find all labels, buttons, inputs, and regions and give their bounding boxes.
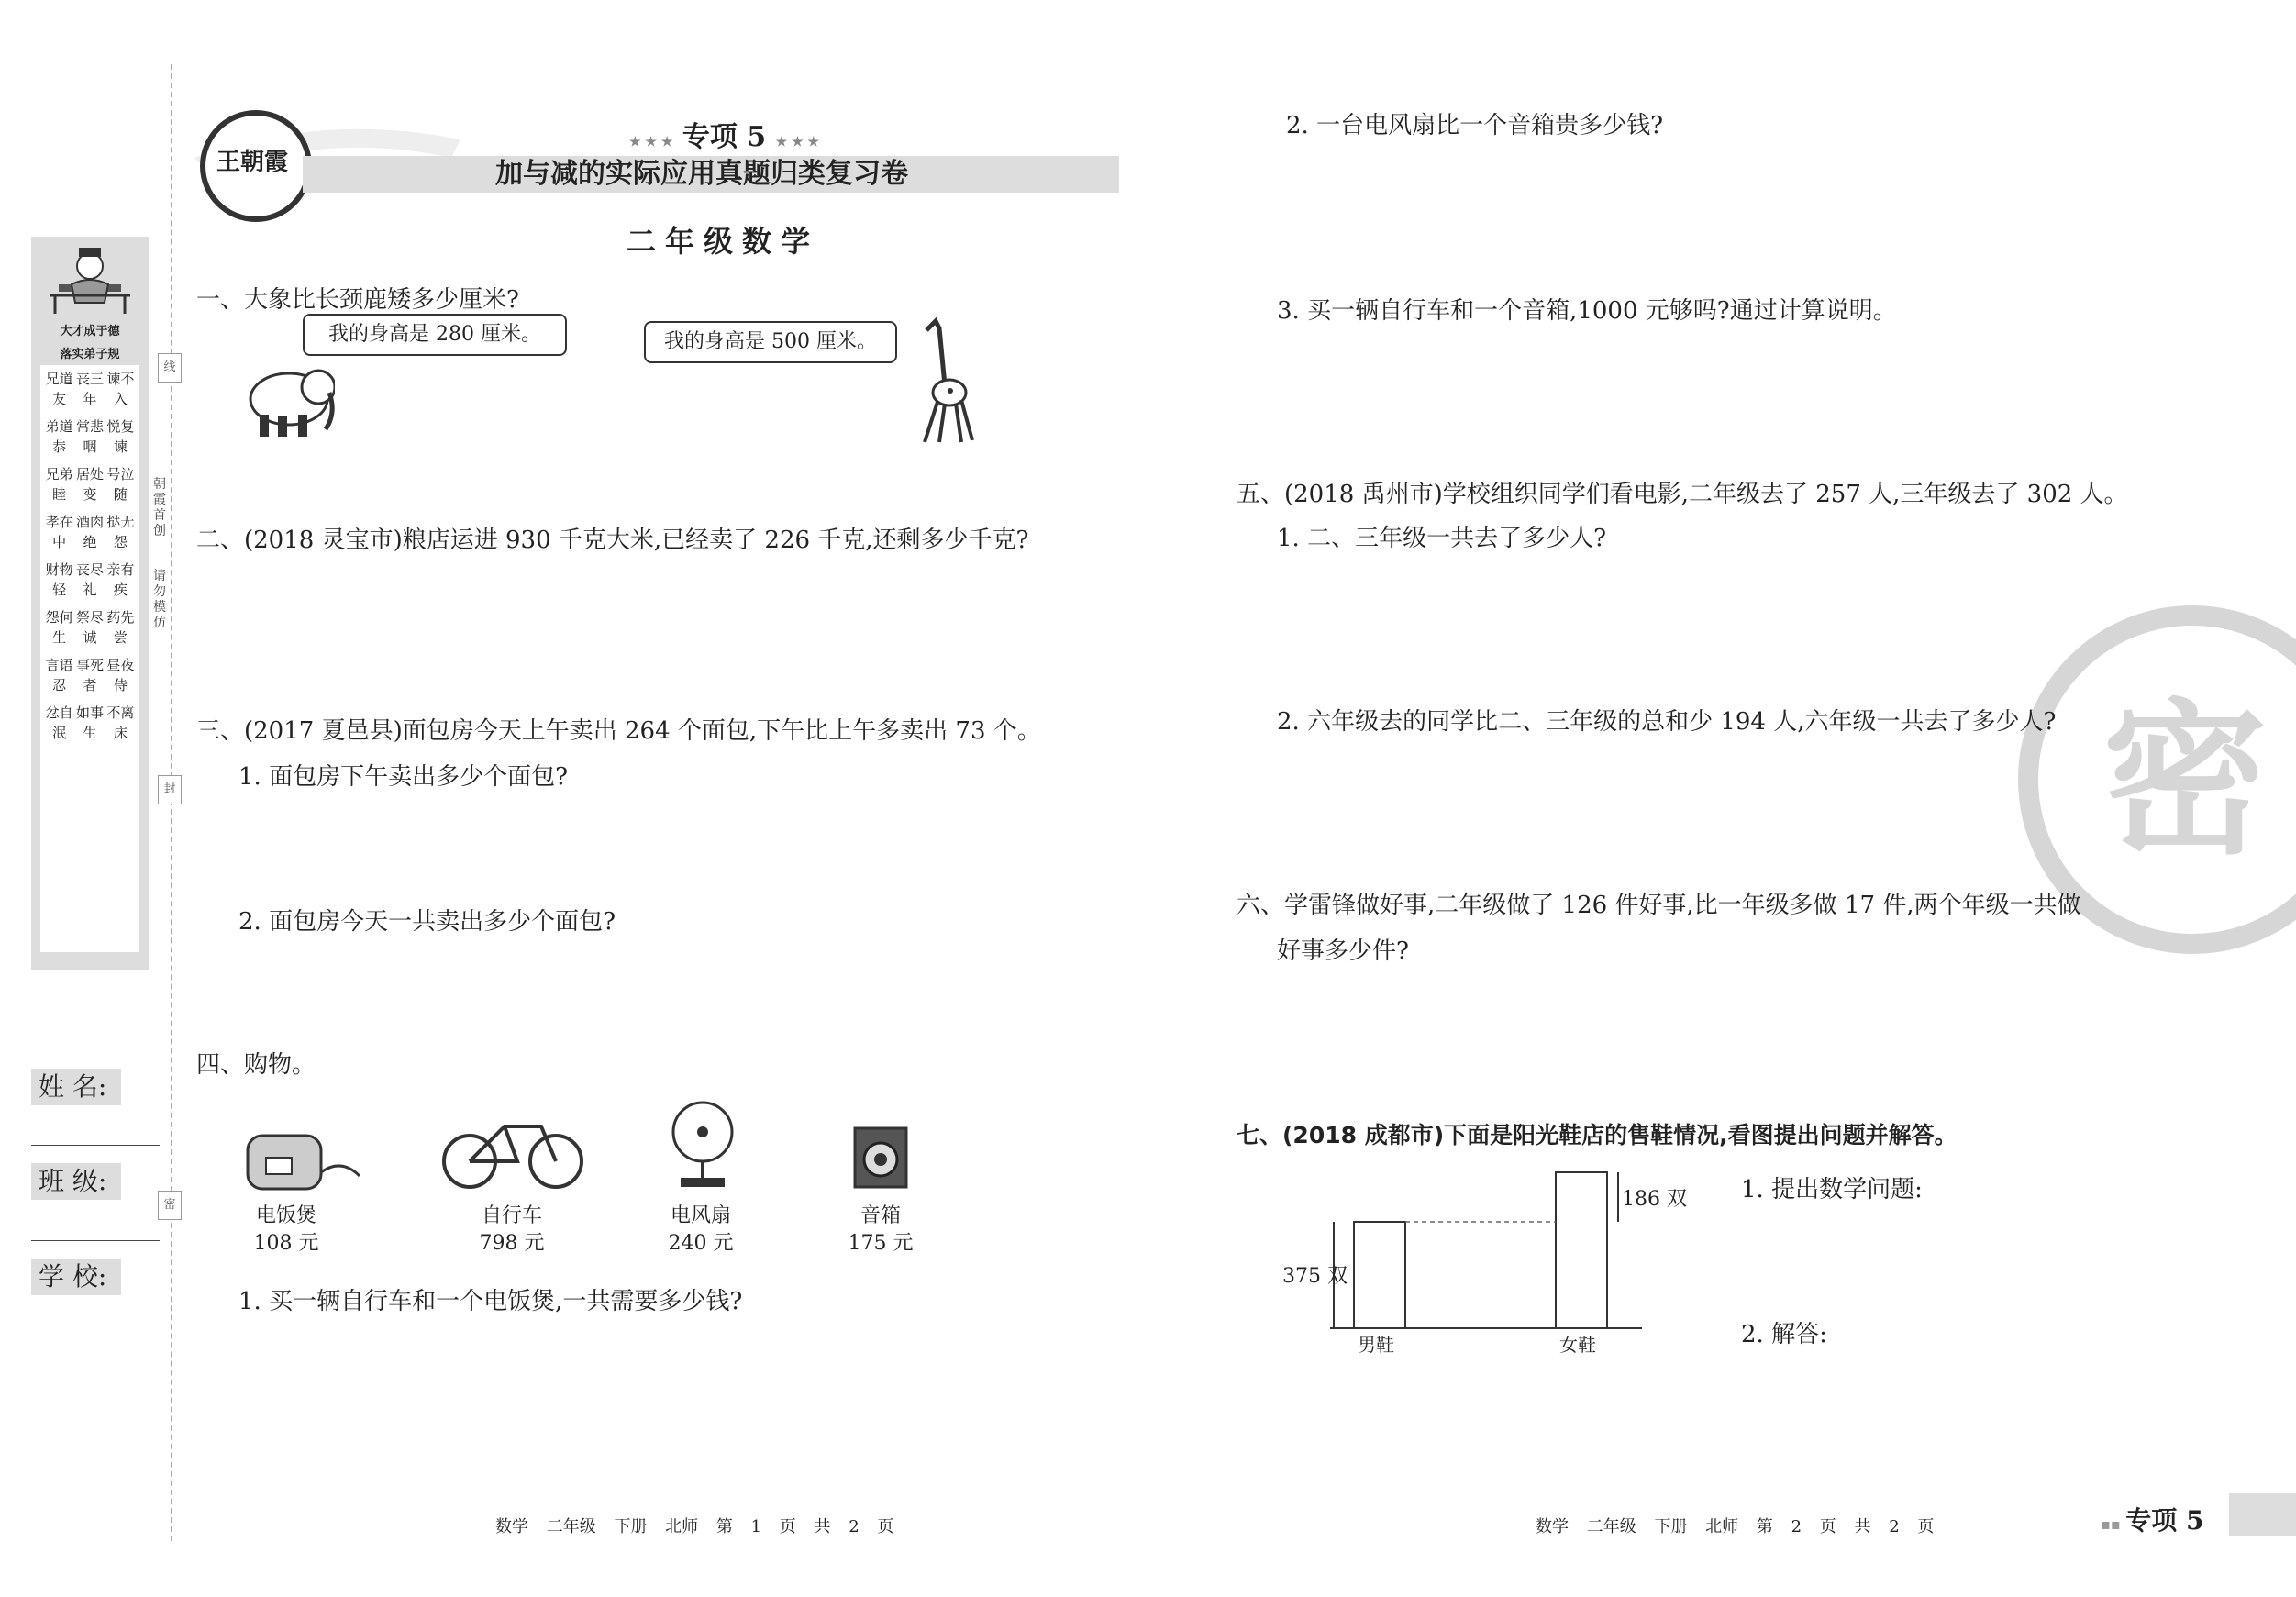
label-186: 186 双 <box>1622 1188 1687 1211</box>
question-3: 三、(2017 夏邑县)面包房今天上午卖出 264 个面包,下午比上午多卖出 73 个。 <box>196 717 1041 745</box>
name-label: 姓 名: <box>31 1069 121 1105</box>
dizigui-line: 弟道恭 <box>45 418 73 455</box>
label-375: 375 双 <box>1282 1265 1348 1288</box>
star-icon: ★ ★ ★ <box>775 135 820 150</box>
giraffe-icon <box>908 312 982 449</box>
question-5-1: 1. 二、三年级一共去了多少人? <box>1277 525 1607 552</box>
dizigui-text <box>40 365 139 952</box>
dizigui-line: 挞无怨 <box>106 514 135 550</box>
side-note-2: 请勿模仿 <box>153 569 166 630</box>
dizigui-line: 亲有疾 <box>106 561 135 598</box>
rice-cooker-icon <box>240 1121 369 1194</box>
dizigui-line: 忿自泯 <box>45 704 73 741</box>
dizigui-line: 丧尽礼 <box>75 561 104 598</box>
dizigui-line: 不离床 <box>106 704 135 741</box>
dizigui-line: 常悲咽 <box>75 418 104 455</box>
dizigui-line: 如事生 <box>75 704 104 741</box>
bicycle-icon <box>440 1108 587 1191</box>
fold-mark-3: 密 <box>158 1191 182 1220</box>
dizigui-line: 言语忍 <box>45 657 73 693</box>
footer-left: 数学 二年级 下册 北师 第 1 页 共 2 页 <box>495 1517 894 1536</box>
fold-mark-2: 封 <box>158 775 182 804</box>
goods-name: 自行车 <box>481 1204 542 1227</box>
class-line[interactable] <box>31 1240 160 1241</box>
dizigui-line: 兄弟睦 <box>45 466 73 503</box>
class-label: 班 级: <box>31 1163 121 1200</box>
goods-price: 240 元 <box>668 1232 734 1255</box>
dizigui-line: 祭尽诚 <box>75 609 104 646</box>
speech-bubble-giraffe: 我的身高是 500 厘米。 <box>644 321 897 363</box>
question-4-2: 2. 一台电风扇比一个音箱贵多少钱? <box>1286 112 1664 139</box>
dizigui-line: 酒肉绝 <box>75 514 104 550</box>
dizigui-line: 事死者 <box>75 657 104 693</box>
dizigui-line: 怨何生 <box>45 609 73 646</box>
question-4-1: 1. 买一辆自行车和一个电饭煲,一共需要多少钱? <box>238 1288 743 1315</box>
goods-name: 音箱 <box>860 1204 901 1227</box>
dizigui-line: 兄道友 <box>45 371 73 407</box>
dizigui-line: 孝在中 <box>45 514 73 550</box>
fold-mark-1: 线 <box>158 353 182 383</box>
question-5-2: 2. 六年级去的同学比二、三年级的总和少 194 人,六年级一共去了多少人? <box>1277 708 2057 736</box>
sidebar-header <box>40 242 139 361</box>
question-1: 一、大象比长颈鹿矮多少厘米? <box>196 286 519 314</box>
logo-text: 王朝霞 <box>216 149 289 176</box>
question-5: 五、(2018 禹州市)学校组织同学们看电影,二年级去了 257 人,三年级去了 302 人。 <box>1237 481 2128 508</box>
dizigui-line: 财物轻 <box>45 561 73 598</box>
dizigui-line: 药先尝 <box>106 609 135 646</box>
category-women: 女鞋 <box>1559 1334 1596 1356</box>
side-note-1: 朝霞首创 <box>153 477 166 538</box>
bar-women-shoes <box>1556 1172 1607 1328</box>
logo-emblem <box>200 110 312 222</box>
dizigui-grid <box>44 369 136 743</box>
speaker-icon <box>851 1125 910 1191</box>
goods-name: 电风扇 <box>670 1204 731 1227</box>
electric-fan-icon <box>657 1099 749 1191</box>
corner-bar <box>2229 1493 2296 1536</box>
shoe-sales-chart <box>1275 1158 1660 1359</box>
page-subtitle: 二年级数学 <box>627 224 820 259</box>
question-7: 七、(2018 成都市)下面是阳光鞋店的售鞋情况,看图提出问题并解答。 <box>1237 1122 1958 1148</box>
page-title: 加与减的实际应用真题归类复习卷 <box>495 158 908 190</box>
school-label: 学 校: <box>31 1259 121 1295</box>
question-4: 四、购物。 <box>196 1051 316 1079</box>
footer-right: 数学 二年级 下册 北师 第 2 页 共 2 页 <box>1536 1517 1935 1536</box>
question-6-line1: 六、学雷锋做好事,二年级做了 126 件好事,比一年级多做 17 件,两个年级一共做 <box>1237 892 2081 919</box>
question-2: 二、(2018 灵宝市)粮店运进 930 千克大米,已经卖了 226 千克,还剩多少千克? <box>196 527 1029 554</box>
motto-top: 大才成于德 <box>60 325 120 338</box>
dizigui-line: 谏不入 <box>106 371 135 407</box>
goods-price: 175 元 <box>848 1232 914 1255</box>
question-7-2: 2. 解答: <box>1741 1321 1827 1348</box>
goods-price: 798 元 <box>479 1232 545 1255</box>
dots-icon: ▪▪ <box>2101 1515 2126 1533</box>
speech-bubble-elephant: 我的身高是 280 厘米。 <box>303 314 567 356</box>
dizigui-line: 丧三年 <box>75 371 104 407</box>
elephant-icon <box>234 358 335 440</box>
dizigui-line: 居处变 <box>75 466 104 503</box>
header-badge <box>629 114 819 154</box>
question-3-2: 2. 面包房今天一共卖出多少个面包? <box>238 908 616 936</box>
question-7-1: 1. 提出数学问题: <box>1741 1176 1923 1203</box>
motto-bottom: 落实弟子规 <box>60 348 120 361</box>
question-3-1: 1. 面包房下午卖出多少个面包? <box>238 763 569 791</box>
category-men: 男鞋 <box>1358 1334 1394 1356</box>
sidebar-panel <box>31 237 149 970</box>
stamp-glyph: 密 <box>2102 685 2268 877</box>
dizigui-line: 昼夜侍 <box>106 657 135 693</box>
dizigui-line: 号泣随 <box>106 466 135 503</box>
bar-men-shoes <box>1354 1222 1405 1328</box>
corner-tag-label: 专项 5 <box>2125 1505 2204 1536</box>
question-6-line2: 好事多少件? <box>1277 937 1409 965</box>
badge-label: 专项 5 <box>682 121 767 153</box>
name-line[interactable] <box>31 1145 160 1146</box>
corner-tag <box>2101 1501 2204 1537</box>
goods-name: 电饭煲 <box>255 1204 316 1227</box>
dizigui-line: 悦复谏 <box>106 418 135 455</box>
scholar-icon <box>40 242 139 317</box>
goods-price: 108 元 <box>253 1232 319 1255</box>
star-icon: ★ ★ ★ <box>629 135 673 150</box>
question-4-3: 3. 买一辆自行车和一个音箱,1000 元够吗?通过计算说明。 <box>1277 297 1897 325</box>
